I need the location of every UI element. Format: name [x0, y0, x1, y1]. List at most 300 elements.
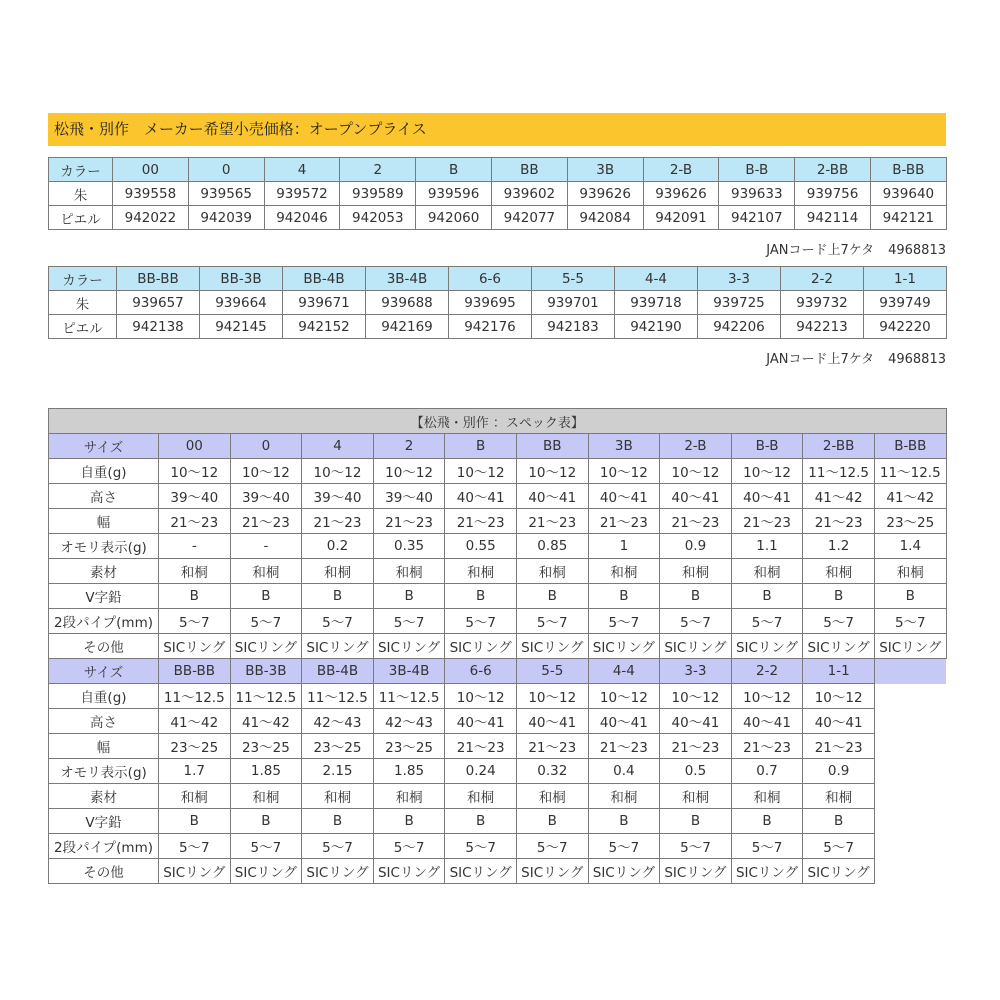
table-cell: - [159, 534, 231, 559]
table-cell: 0.5 [660, 759, 732, 784]
table-cell: 10～12 [660, 459, 732, 484]
table-cell: SICリング [445, 634, 517, 659]
table-cell: 21～23 [588, 509, 660, 534]
table-cell: 和桐 [660, 559, 732, 584]
table-cell: B [373, 809, 445, 834]
header-cell: 0 [230, 434, 302, 459]
table-cell: 942138 [117, 315, 200, 339]
table-cell: 1.85 [373, 759, 445, 784]
table-cell: 939671 [283, 291, 366, 315]
table-row [49, 509, 947, 534]
table-cell: 5～7 [230, 834, 302, 859]
header-cell: 1-1 [803, 659, 875, 684]
table-cell: 11～12.5 [230, 684, 302, 709]
table-cell: 0.7 [731, 759, 803, 784]
table-cell: 21～23 [516, 734, 588, 759]
table-cell: SICリング [373, 859, 445, 884]
table-cell: 5～7 [445, 834, 517, 859]
table-cell: SICリング [803, 634, 875, 659]
table-cell: SICリング [302, 634, 374, 659]
table-row [49, 759, 947, 784]
table-cell: 942060 [416, 206, 492, 230]
header-cell: 3-3 [660, 659, 732, 684]
table-cell: 10～12 [445, 459, 517, 484]
table-cell: 40～41 [588, 709, 660, 734]
table-cell: 1.2 [803, 534, 875, 559]
header-cell: B-BB [870, 158, 946, 182]
table-cell: 1.7 [159, 759, 231, 784]
table-cell: 939756 [795, 182, 871, 206]
spec-title: 【松飛・別作 ：スペック表】 [49, 409, 947, 434]
table-cell: SICリング [230, 634, 302, 659]
table-cell: 21～23 [516, 509, 588, 534]
table-cell: 5～7 [373, 609, 445, 634]
table-cell: 和桐 [660, 784, 732, 809]
table-cell: 942169 [366, 315, 449, 339]
table-cell: 939572 [264, 182, 340, 206]
table-cell: 40～41 [445, 709, 517, 734]
table-cell: SICリング [874, 634, 946, 659]
header-cell: BB-3B [200, 267, 283, 291]
header-cell: 2-BB [803, 434, 875, 459]
jan-note-label: JANコード上7ケタ [766, 243, 875, 258]
row-label: オモリ表示(g) [49, 759, 159, 784]
header-cell: 4 [264, 158, 340, 182]
table-cell: SICリング [660, 634, 732, 659]
table-cell: 0.9 [660, 534, 732, 559]
table-cell: 41～42 [803, 484, 875, 509]
table-cell: 939589 [340, 182, 416, 206]
row-label: 素材 [49, 559, 159, 584]
header-cell: 00 [159, 434, 231, 459]
row-label: 幅 [49, 734, 159, 759]
table-cell: 39～40 [373, 484, 445, 509]
table-cell: B [516, 809, 588, 834]
table-cell: 939640 [870, 182, 946, 206]
table-cell: 21～23 [731, 509, 803, 534]
table-cell: 939633 [719, 182, 795, 206]
table-row [49, 484, 947, 509]
table-cell: SICリング [159, 634, 231, 659]
table-cell: 5～7 [731, 834, 803, 859]
header-cell: 2 [373, 434, 445, 459]
table-cell: SICリング [731, 859, 803, 884]
table-cell: 939688 [366, 291, 449, 315]
table-cell: 1 [588, 534, 660, 559]
empty-cell [874, 659, 946, 684]
jan-note-value: 4968813 [888, 352, 946, 367]
table-cell: B [373, 584, 445, 609]
table-cell: 和桐 [516, 559, 588, 584]
table-cell: 939565 [188, 182, 264, 206]
header-cell: 4-4 [615, 267, 698, 291]
table-cell: 939749 [864, 291, 947, 315]
table-cell: 10～12 [588, 684, 660, 709]
table-cell: 39～40 [159, 484, 231, 509]
table-cell: 0.2 [302, 534, 374, 559]
table-cell: 942220 [864, 315, 947, 339]
table-cell: 939695 [449, 291, 532, 315]
table-cell: 40～41 [516, 484, 588, 509]
table-cell: B [803, 584, 875, 609]
table-cell: 和桐 [588, 784, 660, 809]
table-cell: 40～41 [660, 709, 732, 734]
jan-note [766, 348, 946, 367]
table-row [49, 291, 947, 315]
table-row [49, 459, 947, 484]
table-cell: 21～23 [660, 509, 732, 534]
header-cell: BB-BB [159, 659, 231, 684]
header-cell: BB-4B [302, 659, 374, 684]
header-cell: 3B [567, 158, 643, 182]
row-label: サイズ [49, 434, 159, 459]
table-cell: 10～12 [803, 684, 875, 709]
table-cell: B [588, 809, 660, 834]
table-cell: 23～25 [159, 734, 231, 759]
row-label: その他 [49, 859, 159, 884]
table-cell: B [660, 809, 732, 834]
table-cell: 和桐 [302, 784, 374, 809]
table-cell: 和桐 [373, 784, 445, 809]
header-cell: 5-5 [532, 267, 615, 291]
table-cell: 5～7 [302, 609, 374, 634]
table-cell: B [731, 809, 803, 834]
header-cell: 5-5 [516, 659, 588, 684]
table-cell: 1.1 [731, 534, 803, 559]
table-cell: 939596 [416, 182, 492, 206]
table-cell: B [159, 584, 231, 609]
table-cell: 21～23 [302, 509, 374, 534]
header-cell: 2-BB [795, 158, 871, 182]
table-cell: SICリング [588, 859, 660, 884]
spec-header-row [49, 659, 947, 684]
header-cell: 1-1 [864, 267, 947, 291]
table-row [49, 784, 947, 809]
table-cell: 939725 [698, 291, 781, 315]
table-cell: 40～41 [516, 709, 588, 734]
table-cell: 21～23 [230, 509, 302, 534]
price-banner: 松飛・別作 メーカー希望小売価格：オープンプライス [48, 113, 946, 146]
table-cell: 和桐 [373, 559, 445, 584]
jan-note-label: JANコード上7ケタ [766, 352, 875, 367]
table-cell: 和桐 [445, 784, 517, 809]
table-row [49, 206, 947, 230]
table-cell: 10～12 [159, 459, 231, 484]
row-label: 高さ [49, 484, 159, 509]
header-cell: カラー [49, 158, 113, 182]
header-cell: 3B-4B [373, 659, 445, 684]
table-cell: 5～7 [159, 609, 231, 634]
table-cell: 和桐 [588, 559, 660, 584]
table-cell: 942077 [491, 206, 567, 230]
table-cell: SICリング [731, 634, 803, 659]
header-cell: BB-BB [117, 267, 200, 291]
table-row [49, 315, 947, 339]
table-cell: 和桐 [803, 784, 875, 809]
header-cell: 2-B [660, 434, 732, 459]
spec-title-row [49, 409, 947, 434]
table-cell: 和桐 [731, 784, 803, 809]
table-cell: B [230, 584, 302, 609]
empty-cell [874, 709, 946, 734]
row-label: 2段パイプ(mm) [49, 609, 159, 634]
header-cell: 6-6 [445, 659, 517, 684]
empty-cell [874, 859, 946, 884]
table-cell: 942190 [615, 315, 698, 339]
table-cell: 和桐 [803, 559, 875, 584]
table-cell: 39～40 [230, 484, 302, 509]
table-cell: 和桐 [230, 559, 302, 584]
table-cell: 10～12 [660, 684, 732, 709]
table-cell: SICリング [803, 859, 875, 884]
table-cell: 5～7 [660, 609, 732, 634]
jan-note [766, 239, 946, 258]
table-cell: 21～23 [660, 734, 732, 759]
empty-cell [874, 734, 946, 759]
row-label: 2段パイプ(mm) [49, 834, 159, 859]
row-label: 自重(g) [49, 684, 159, 709]
table-cell: B [302, 809, 374, 834]
table-row [49, 634, 947, 659]
table-cell: 939732 [781, 291, 864, 315]
table-cell: 11～12.5 [302, 684, 374, 709]
table-cell: 39～40 [302, 484, 374, 509]
table-cell: 0.24 [445, 759, 517, 784]
table-row [49, 709, 947, 734]
table-cell: 和桐 [230, 784, 302, 809]
table-cell: 21～23 [159, 509, 231, 534]
table-row [49, 809, 947, 834]
header-cell: B [416, 158, 492, 182]
header-cell: BB [491, 158, 567, 182]
table-cell: 942084 [567, 206, 643, 230]
table-cell: 21～23 [803, 734, 875, 759]
header-cell: 0 [188, 158, 264, 182]
table-cell: SICリング [445, 859, 517, 884]
table-cell: SICリング [302, 859, 374, 884]
table-row [49, 534, 947, 559]
table-cell: 11～12.5 [373, 684, 445, 709]
header-cell: 2-2 [731, 659, 803, 684]
row-label: V字鉛 [49, 809, 159, 834]
table-cell: ピエル [49, 206, 113, 230]
jan-header-row [49, 158, 947, 182]
table-cell: 5～7 [516, 834, 588, 859]
table-cell: B [731, 584, 803, 609]
table-cell: 和桐 [159, 784, 231, 809]
row-label: 自重(g) [49, 459, 159, 484]
empty-cell [874, 809, 946, 834]
jan-note-value: 4968813 [888, 243, 946, 258]
table-cell: 朱 [49, 291, 117, 315]
table-cell: 5～7 [230, 609, 302, 634]
header-cell: 6-6 [449, 267, 532, 291]
header-cell: B-B [719, 158, 795, 182]
table-cell: 40～41 [803, 709, 875, 734]
table-row [49, 584, 947, 609]
table-cell: 21～23 [731, 734, 803, 759]
table-cell: 和桐 [445, 559, 517, 584]
table-cell: 942183 [532, 315, 615, 339]
row-label: その他 [49, 634, 159, 659]
table-cell: 1.85 [230, 759, 302, 784]
table-cell: SICリング [159, 859, 231, 884]
table-row [49, 859, 947, 884]
table-cell: B [445, 584, 517, 609]
row-label: 高さ [49, 709, 159, 734]
table-cell: 21～23 [373, 509, 445, 534]
table-cell: B [230, 809, 302, 834]
table-cell: SICリング [588, 634, 660, 659]
table-row [49, 834, 947, 859]
table-cell: B [874, 584, 946, 609]
table-cell: 5～7 [302, 834, 374, 859]
empty-cell [874, 684, 946, 709]
table-cell: 40～41 [660, 484, 732, 509]
table-cell: B [516, 584, 588, 609]
table-cell: 1.4 [874, 534, 946, 559]
table-cell: 939664 [200, 291, 283, 315]
header-cell: 4-4 [588, 659, 660, 684]
table-cell: 和桐 [159, 559, 231, 584]
header-cell: 2-2 [781, 267, 864, 291]
header-cell: カラー [49, 267, 117, 291]
header-cell: 2-B [643, 158, 719, 182]
row-label: 素材 [49, 784, 159, 809]
table-cell: 41～42 [230, 709, 302, 734]
table-cell: 5～7 [159, 834, 231, 859]
header-cell: 3B-4B [366, 267, 449, 291]
table-cell: 939701 [532, 291, 615, 315]
table-cell: B [159, 809, 231, 834]
table-row [49, 734, 947, 759]
table-cell: 939558 [113, 182, 189, 206]
row-label: サイズ [49, 659, 159, 684]
table-cell: 23～25 [302, 734, 374, 759]
table-cell: B [660, 584, 732, 609]
table-cell: 10～12 [731, 459, 803, 484]
table-cell: 10～12 [516, 684, 588, 709]
table-cell: 0.85 [516, 534, 588, 559]
spec-header-row [49, 434, 947, 459]
table-cell: 40～41 [731, 709, 803, 734]
header-cell: 3-3 [698, 267, 781, 291]
table-cell: 942046 [264, 206, 340, 230]
table-cell: 942053 [340, 206, 416, 230]
table-cell: 942176 [449, 315, 532, 339]
table-cell: 0.32 [516, 759, 588, 784]
table-row [49, 559, 947, 584]
table-cell: SICリング [660, 859, 732, 884]
table-cell: 23～25 [874, 509, 946, 534]
table-cell: 23～25 [230, 734, 302, 759]
table-cell: 10～12 [373, 459, 445, 484]
table-cell: 939718 [615, 291, 698, 315]
table-cell: 939626 [643, 182, 719, 206]
table-cell: 0.9 [803, 759, 875, 784]
table-cell: 10～12 [588, 459, 660, 484]
table-cell: 942091 [643, 206, 719, 230]
spec-body [49, 434, 947, 884]
table-cell: 21～23 [803, 509, 875, 534]
table-cell: 朱 [49, 182, 113, 206]
table-cell: 942152 [283, 315, 366, 339]
table-cell: 939626 [567, 182, 643, 206]
table-cell: 5～7 [373, 834, 445, 859]
table-cell: 10～12 [302, 459, 374, 484]
table-cell: 939657 [117, 291, 200, 315]
table-cell: B [803, 809, 875, 834]
table-cell: 10～12 [731, 684, 803, 709]
header-cell: BB [516, 434, 588, 459]
table-cell: 和桐 [874, 559, 946, 584]
table-cell: 942145 [200, 315, 283, 339]
jan-code-table-1 [48, 157, 947, 230]
spec-table [48, 408, 947, 884]
table-cell: 942039 [188, 206, 264, 230]
table-cell: 21～23 [445, 734, 517, 759]
table-cell: SICリング [516, 634, 588, 659]
header-cell: 4 [302, 434, 374, 459]
empty-cell [874, 834, 946, 859]
table-cell: 21～23 [445, 509, 517, 534]
table-cell: 5～7 [445, 609, 517, 634]
header-cell: 00 [113, 158, 189, 182]
table-cell: 11～12.5 [803, 459, 875, 484]
table-cell: SICリング [516, 859, 588, 884]
header-cell: BB-4B [283, 267, 366, 291]
header-cell: 3B [588, 434, 660, 459]
table-cell: 41～42 [874, 484, 946, 509]
table-cell: 5～7 [874, 609, 946, 634]
header-cell: B-B [731, 434, 803, 459]
table-cell: - [230, 534, 302, 559]
table-cell: 40～41 [588, 484, 660, 509]
table-cell: SICリング [373, 634, 445, 659]
table-cell: 42～43 [373, 709, 445, 734]
table-cell: 5～7 [803, 834, 875, 859]
header-cell: BB-3B [230, 659, 302, 684]
row-label: 幅 [49, 509, 159, 534]
table-cell: 和桐 [731, 559, 803, 584]
table-cell: 23～25 [373, 734, 445, 759]
table-cell: 11～12.5 [874, 459, 946, 484]
table-cell: 942206 [698, 315, 781, 339]
empty-cell [874, 759, 946, 784]
table-cell: B [445, 809, 517, 834]
table-cell: 40～41 [445, 484, 517, 509]
table-cell: 5～7 [516, 609, 588, 634]
table-cell: 40～41 [731, 484, 803, 509]
jan-header-row [49, 267, 947, 291]
table-cell: 21～23 [588, 734, 660, 759]
table-row [49, 609, 947, 634]
table-cell: 42～43 [302, 709, 374, 734]
table-cell: 942022 [113, 206, 189, 230]
table-cell: 5～7 [588, 834, 660, 859]
table-cell: 939602 [491, 182, 567, 206]
header-cell: B [445, 434, 517, 459]
header-cell: B-BB [874, 434, 946, 459]
table-cell: 2.15 [302, 759, 374, 784]
table-cell: 942107 [719, 206, 795, 230]
table-cell: ピエル [49, 315, 117, 339]
table-cell: 0.4 [588, 759, 660, 784]
header-cell: 2 [340, 158, 416, 182]
table-cell: 0.35 [373, 534, 445, 559]
table-cell: 和桐 [302, 559, 374, 584]
table-cell: B [588, 584, 660, 609]
